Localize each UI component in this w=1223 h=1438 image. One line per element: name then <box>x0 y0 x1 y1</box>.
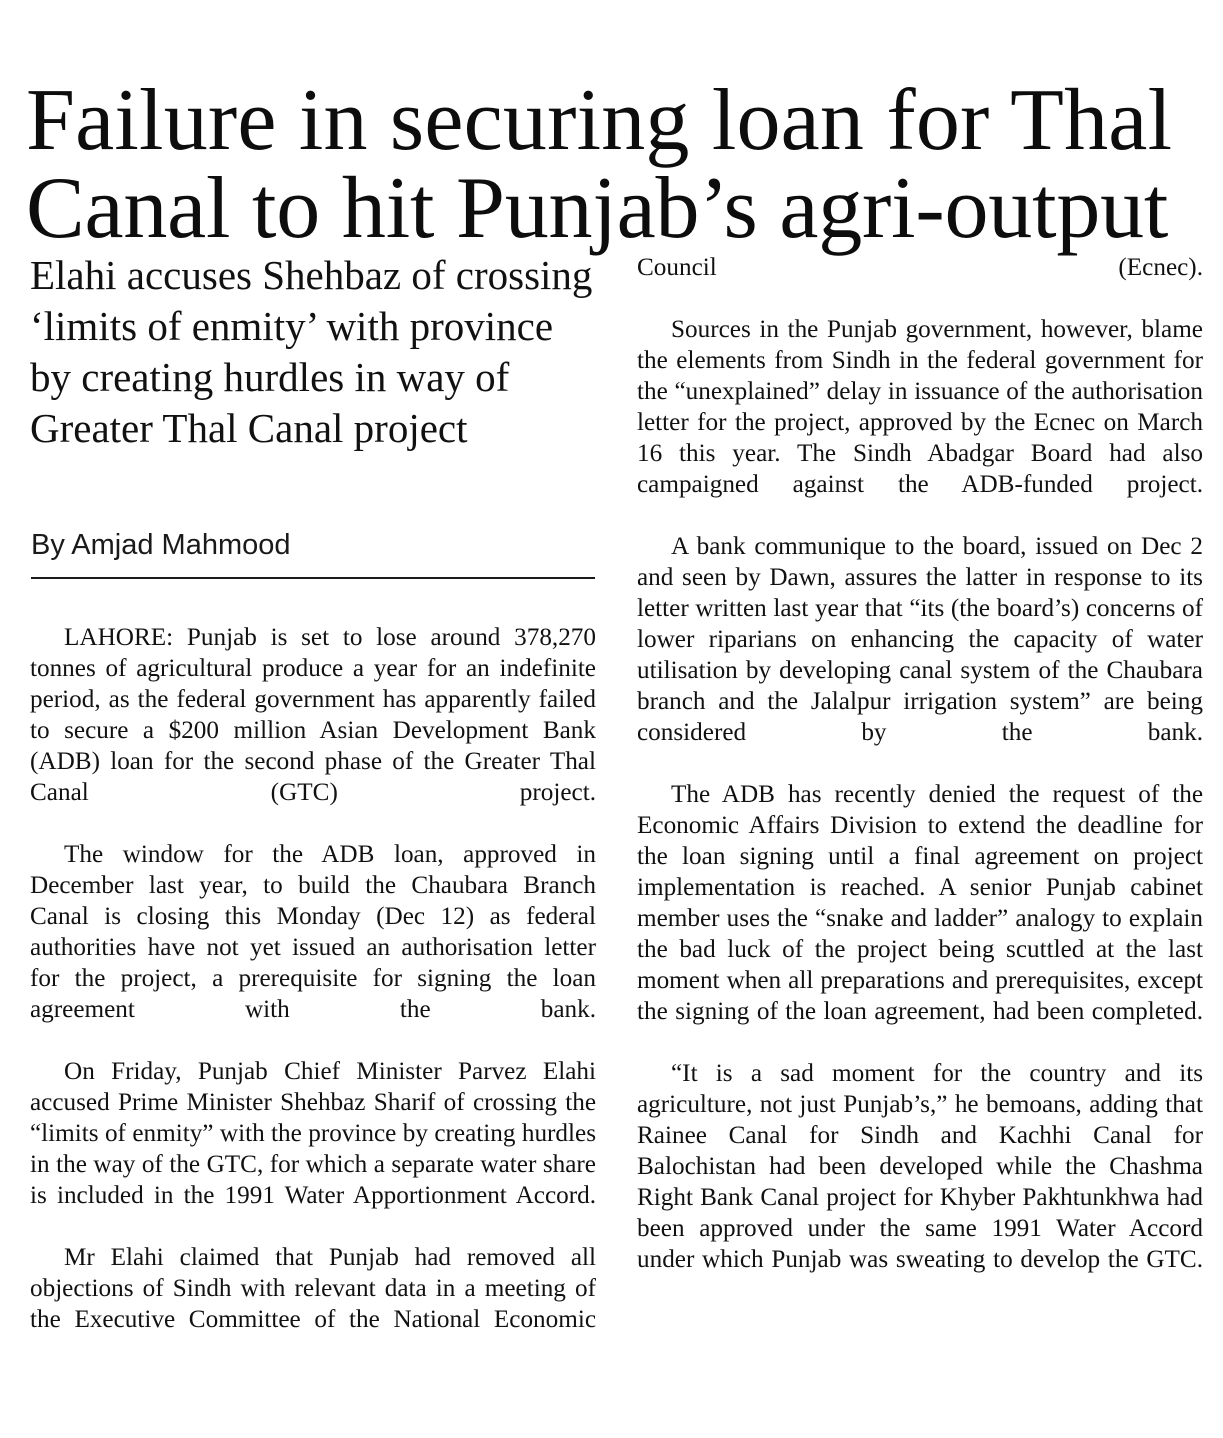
paragraph: The ADB has recently denied the request of the Economic Affairs Division to extend the deadline for the loan signing until a final agreement on project implementation is reached. A senior Punjab cabinet member uses the “snake and ladder” analogy to explain the bad luck of the project being scuttled at the last moment when all preparations and prerequisites, except the signing of the loan agreement, had been completed. <box>637 781 1203 1025</box>
headline-line-1: Failure in securing loan for Thal <box>26 71 1173 169</box>
article-deck: Elahi accuses Shehbaz of crossing ‘limits of enmity’ with province by creating hurdles in way of Greater Thal Canal project <box>30 252 593 451</box>
paragraph: Sources in the Punjab government, however, blame the elements from Sindh in the federal government for the “unexplained” delay in issuance of the authorisation letter for the project, approved by the Ecnec on March 16 this year. The Sindh Abadgar Board had also campaigned against the ADB-funded project. <box>637 316 1203 498</box>
paragraph: LAHORE: Punjab is set to lose around 378,270 tonnes of agricultural produce a year for an indefinite period, as the federal government has apparently failed to secure a $200 million Asian Development Bank (ADB) loan for the second phase of the Greater Thal Canal (GTC) project. <box>30 624 596 806</box>
headline-line-2: Canal to hit Punjab’s agri-output <box>26 159 1169 257</box>
page-title <box>26 71 1206 257</box>
byline-divider <box>31 577 595 579</box>
paragraph: The window for the ADB loan, approved in December last year, to build the Chaubara Branch Canal is closing this Monday (Dec 12) as federal authorities have not yet issued an authorisation letter for the project, a prerequisite for signing the loan agreement with the bank. <box>30 841 596 1023</box>
body-column-right <box>637 252 1203 1306</box>
paragraph: “It is a sad moment for the country and its agriculture, not just Punjab’s,” he bemoans, adding that Rainee Canal for Sindh and Kachhi Canal for Balochistan had been developed while the Chashma Right Bank Canal project for Khyber Pakhtunkhwa had been approved under the same 1991 Water Accord under which Punjab was sweating to develop the GTC. <box>637 1060 1203 1273</box>
article-byline: By Amjad Mahmood <box>31 529 291 561</box>
body-column-left <box>30 622 596 1366</box>
paragraph: On Friday, Punjab Chief Minister Parvez Elahi accused Prime Minister Shehbaz Sharif of crossing the “limits of enmity” with the province by creating hurdles in the way of the GTC, for which a separate water share is included in the 1991 Water Apportionment Accord. <box>30 1058 596 1209</box>
paragraph: Mr Elahi claimed that Punjab had removed all objections of Sindh with relevant data in a meeting of the Executive Committee of the National Economic <box>30 1244 596 1333</box>
paragraph: A bank communique to the board, issued on Dec 2 and seen by Dawn, assures the latter in response to its letter written last year that “its (the board’s) concerns of lower riparians on enhancing the capacity of water utilisation by developing canal system of the Chaubara branch and the Jalalpur irrigation system” are being considered by the bank. <box>637 533 1203 746</box>
paragraph: Council (Ecnec). <box>637 254 1203 281</box>
